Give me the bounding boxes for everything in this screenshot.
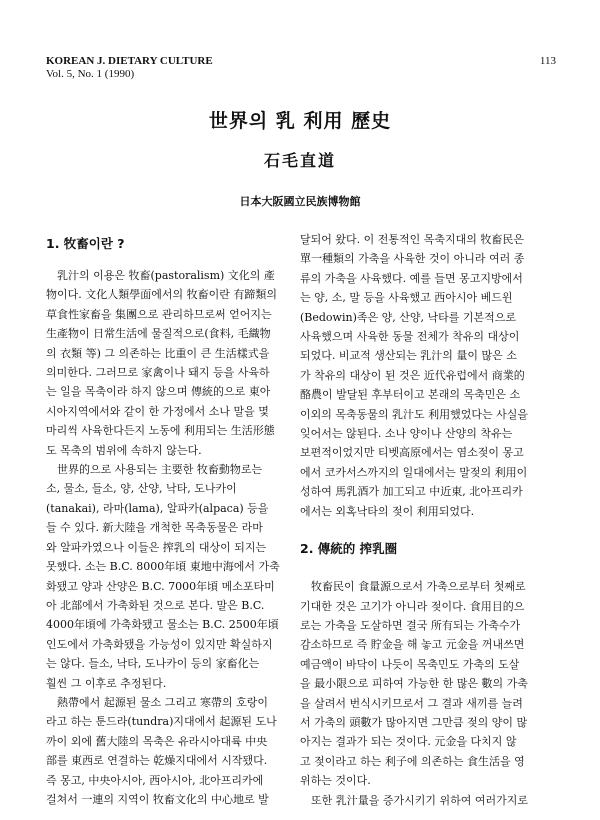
left-column xyxy=(46,230,296,809)
right-column xyxy=(300,230,550,810)
paragraph: 달되어 왔다. 이 전통적인 목축지대의 牧畜民은 單一種類의 가축을 사육한 것이 아니라 여러 종 류의 가축을 사육했다. 예를 들면 몽고지방에서 는 양, 소, 말 등을 사육했고 西아시아 베드윈 (Bedowin)족은 양, 산양, 낙타를 기본적으로 사육했으며 사육한 동물 전체가 착유의 대상이 되었다. 비교적 생산되는 乳汁의 量이 많은 소 가 착유의 대상이 된 것은 近代유럽에서 商業的 酪農이 발달된 후부터이고 본래의 목축민은 소 이외의 목축동물의 乳汁도 利用했었다는 사실을 잊어서는 않된다. 소나 양이나 산양의 착유는 보편적이었지만 티벳高原에서는 염소젖이 몽고 에서 코카서스까지의 일대에서는 말젖의 利用이 성하여 馬乳酒가 加工되고 中近東, 北아프리카 에서는 외혹낙타의 젖이 利用되었다. xyxy=(300,233,529,518)
section-heading-1: 1. 牧畜이란 ? xyxy=(46,236,125,251)
paragraph: 牧畜民이 食量源으로서 가축으로부터 첫째로 기대한 것은 고기가 아니라 젖이다. 食用目的으 로는 가축을 도살하면 결국 所有되는 가축수가 감소하므로 즉 貯金을 해 놓고 元金을 꺼내쓰면 예금액이 바닥이 나듯이 목축민도 가축의 도살 을 最小限으로 피하여 가능한 한 많은 數의 가축 을 살려서 번식시키므로서 그 결과 새끼를 늘려 서 가축의 頭數가 많아지면 그만큼 젖의 양이 많 아지는 결과가 되는 것이다. 元金을 다치지 않 고 젖이라고 하는 利子에 의존하는 食生活을 영 위하는 것이다. xyxy=(300,580,528,788)
paragraph: 乳汁의 이용은 牧畜(pastoralism) 文化의 產 物이다. 文化人類學面에서의 牧畜이란 有蹄類의 草食性家畜을 集團으로 관리하므로써 얻어지는 生產物이 日常生活에 물질적으로(食料, 毛織物 의 衣類 等) 그 의존하는 比重이 큰 生活樣式을 의미한다. 그러므로 家禽이나 돼지 등을 사육하 는 일을 목축이라 하지 않으며 傳統的으로 東아 시아지역에서와 같이 한 가정에서 소나 말을 몇 마리씩 사육한다든지 노동에 利用되는 生活形態 도 목축의 범위에 속하지 않는다. xyxy=(46,269,277,457)
journal-volume: Vol. 5, No. 1 (1990) xyxy=(46,68,135,80)
author-affiliation: 日本大阪國立民族博物館 xyxy=(239,195,361,208)
article-author: 石毛直道 xyxy=(263,151,336,170)
page-number: 113 xyxy=(539,55,556,67)
journal-header xyxy=(46,55,556,81)
section-heading-2: 2. 傳統的 搾乳圈 xyxy=(300,541,398,557)
paragraph: 또한 乳汁量을 증가시키기 위하여 여러가지로 xyxy=(311,793,529,807)
paragraph: 世界的으로 사용되는 主要한 牧畜動物로는 소, 물소, 들소, 양, 산양, 낙타, 도나카이 (tanakai), 라마(lama), 알파카(alpaca) 등을 들 수 있다. 新大陸을 개척한 목축동물은 라마 와 알파카였으나 이들은 搾乳의 대상이 되지는 못했다. 소는 B.C. 8000年頃 東地中海에서 가축 화됐고 양과 산양은 B.C. 7000年頃 메소포타미 아 北部에서 가축화된 것으로 본다. 말은 B.C. 4000年頃에 가축화됐고 물소는 B.C. 2500年頃 인도에서 가축화됐을 가능성이 있지만 확실하지 는 않다. 들소, 낙타, 도나카이 등의 家畜化는 훨씬 그 이후로 추정된다. xyxy=(46,463,280,690)
article-title: 世界의 乳 利用 歷史 xyxy=(208,110,392,132)
paragraph: 熱帶에서 起源된 물소 그리고 寒帶의 호랑이 라고 하는 툰드라(tundra)지대에서 起源된 도나 까이 외에 舊大陸의 목축은 유라시아대륙 中央 部를 東西로 연결하는 乾燥지대에서 시작됐다. 즉 몽고, 中央아시아, 西아시아, 北아프리카에 걸쳐서 一連의 지역이 牧畜文化의 中心地로 발 xyxy=(46,695,277,806)
journal-name: KOREAN J. DIETARY CULTURE xyxy=(46,55,213,67)
